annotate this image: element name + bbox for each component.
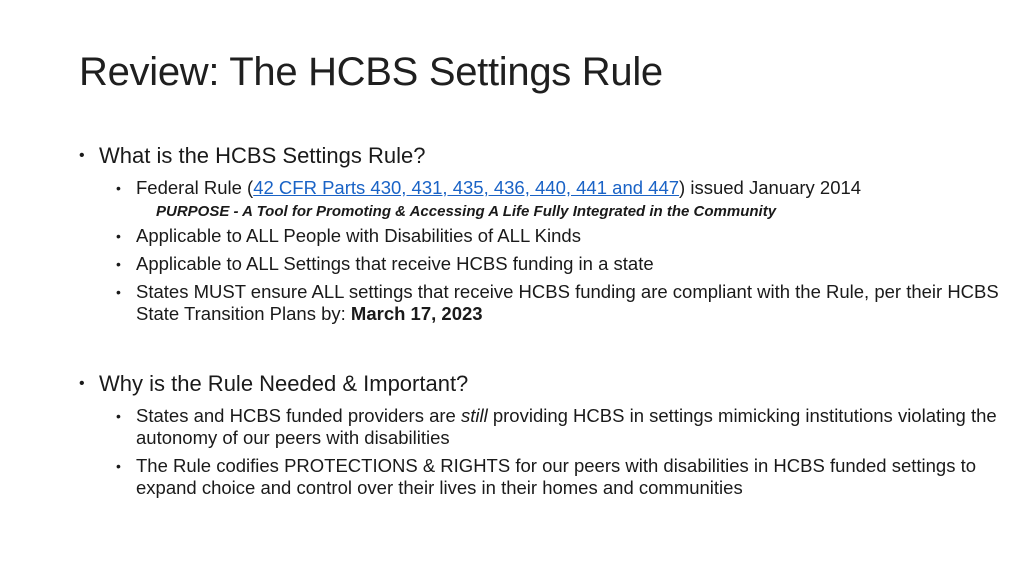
bullet-icon: • [116,458,121,474]
slide-title: Review: The HCBS Settings Rule [79,50,663,94]
applicable-settings-text: Applicable to ALL Settings that receive HCBS funding in a state [136,253,654,274]
states-must-text: States MUST ensure ALL settings that receive HCBS funding are compliant with the Rule, per their HCBS State Transition Plans by: [136,281,999,324]
bullet-why-needed [79,369,999,399]
bullet-still-providing [116,405,999,449]
bullet-icon: • [116,180,121,196]
bullet-applicable-settings [116,253,999,275]
section2-heading: Why is the Rule Needed & Important? [99,371,469,396]
bullet-rule-codifies [116,455,999,499]
bullet-applicable-people [116,225,999,247]
deadline-date: March 17, 2023 [350,303,483,324]
bullet-icon: • [116,408,121,424]
point2-text: The Rule codifies PROTECTIONS & RIGHTS for our peers with disabilities in HCBS funded settings to expand choice and control over their lives in their homes and communities [136,455,977,498]
bullet-icon: • [79,147,85,164]
point1-emphasis: still [460,405,488,426]
bullet-icon: • [116,284,121,300]
federal-rule-prefix: Federal Rule ( [136,177,254,198]
bullet-federal-rule [116,177,999,199]
cfr-parts-link[interactable]: 42 CFR Parts 430, 431, 435, 436, 440, 441 and 447 [253,177,680,198]
slide-content [79,141,999,499]
bullet-icon: • [116,256,121,272]
federal-rule-suffix: ) issued January 2014 [679,177,862,198]
section-spacer [79,325,999,369]
applicable-people-text: Applicable to ALL People with Disabilities of ALL Kinds [136,225,581,246]
bullet-states-must [116,281,999,325]
bullet-what-is-rule [79,141,999,171]
bullet-icon: • [116,228,121,244]
bullet-icon: • [79,375,85,392]
point1-after: providing HCBS in settings mimicking institutions violating the autonomy of our peers with disabilities [136,405,997,448]
purpose-statement: PURPOSE - A Tool for Promoting & Accessing A Life Fully Integrated in the Community [156,203,777,220]
point1-before: States and HCBS funded providers are [136,405,461,426]
section1-heading: What is the HCBS Settings Rule? [99,143,426,168]
